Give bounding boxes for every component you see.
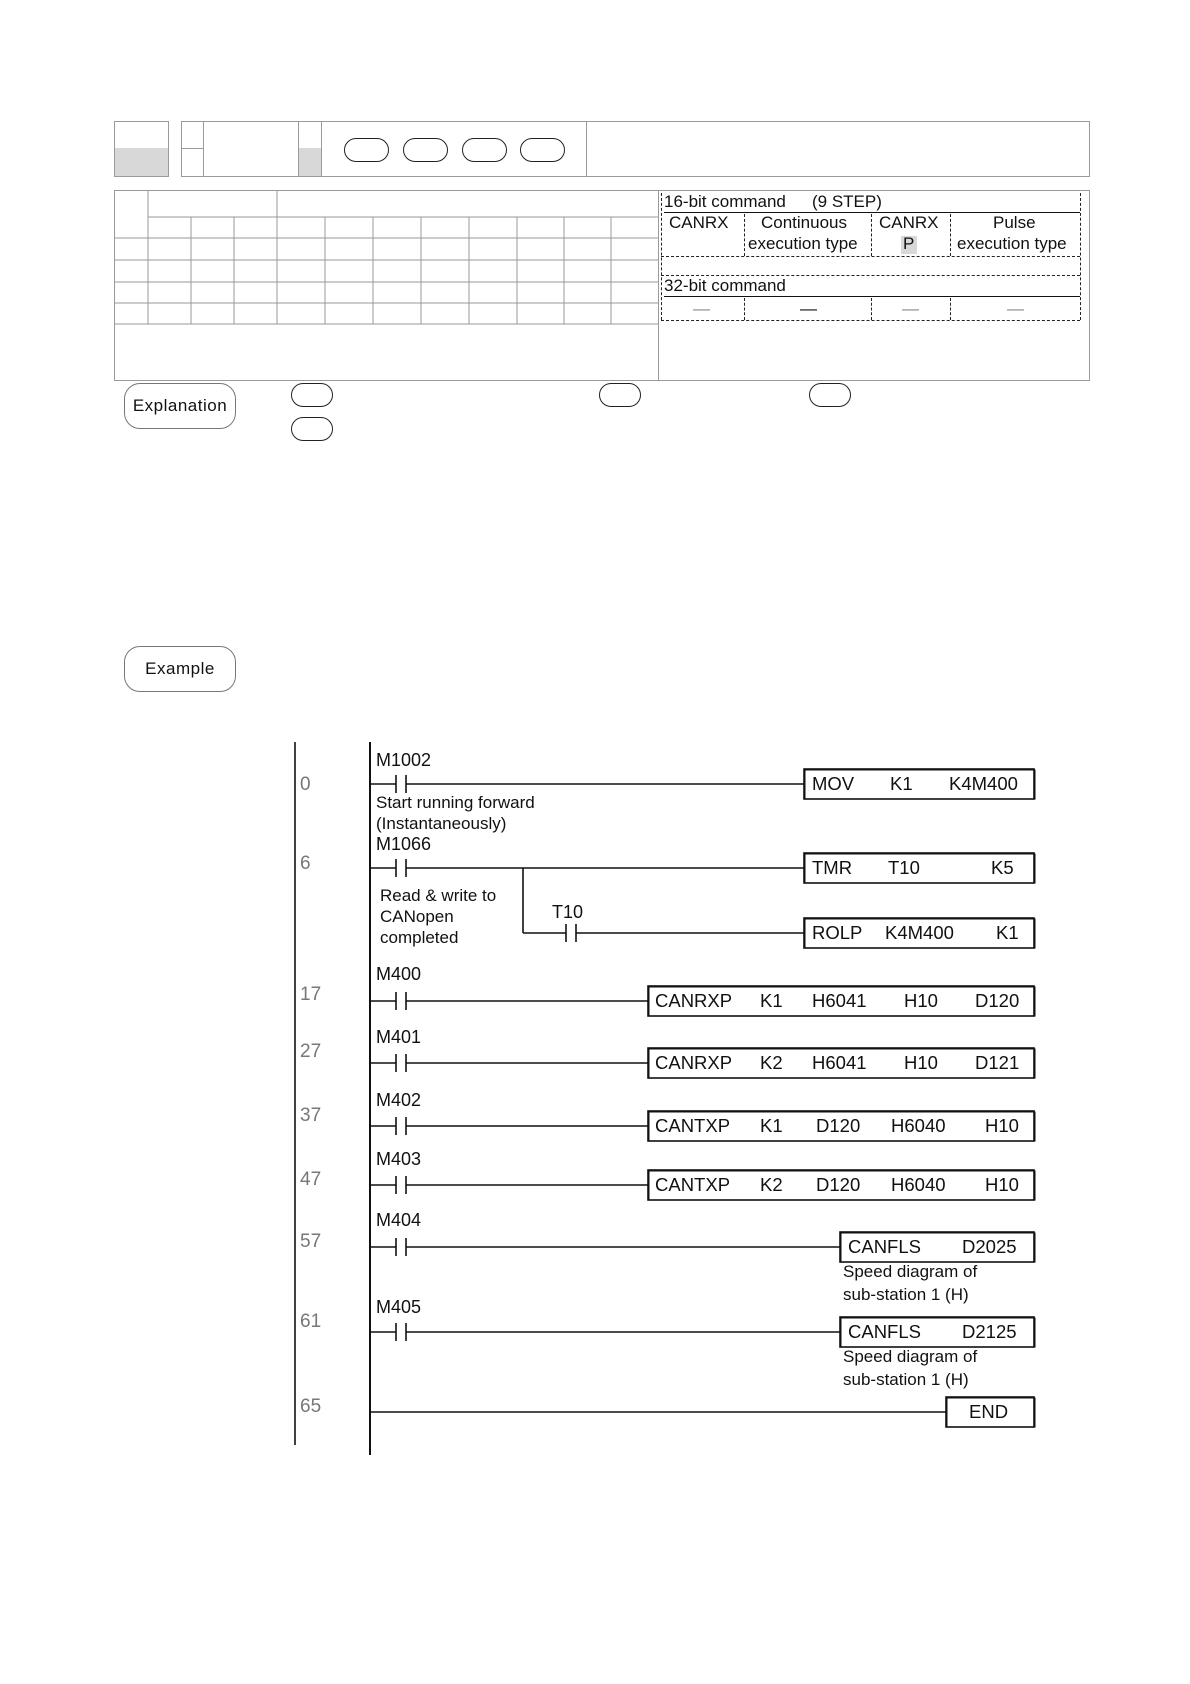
comment-fls2-2: sub-station 1 (H): [843, 1370, 969, 1389]
instr-m1002-op-2: K4M400: [949, 773, 1018, 794]
instr-m401-op-4: D121: [975, 1052, 1020, 1073]
instr-m404-op-1: D2025: [962, 1236, 1017, 1257]
spec-p-suffix: P: [903, 234, 915, 253]
instr-rolp-op-2: K1: [996, 922, 1019, 943]
instr-m405-op-0: CANFLS: [848, 1321, 921, 1342]
instr-m400-op-0: CANRXP: [655, 990, 733, 1011]
spec-canrx-p-label: CANRX: [879, 213, 939, 232]
bit32-title: 32-bit command: [664, 276, 786, 295]
contact-label-m401: M401: [376, 1027, 422, 1047]
comment-fls1-2: sub-station 1 (H): [843, 1285, 969, 1304]
instr-m401-op-2: H6041: [812, 1052, 867, 1073]
spec32-dash-1: —: [693, 299, 710, 318]
instr-m1066-op-0: TMR: [812, 857, 853, 878]
instr-m401-op-3: H10: [904, 1052, 938, 1073]
instr-m403-op-4: H10: [985, 1174, 1019, 1195]
instr-m400-op-3: H10: [904, 990, 938, 1011]
step-number-61: 61: [300, 1311, 322, 1332]
instr-end-op-0: END: [969, 1401, 1009, 1422]
step-number-65: 65: [300, 1396, 322, 1417]
step-number-47: 47: [300, 1169, 322, 1190]
instr-m402-op-0: CANTXP: [655, 1115, 731, 1136]
comment-m1002-1: Start running forward: [376, 793, 535, 812]
instr-m403-op-3: H6040: [891, 1174, 946, 1195]
spec32-dash-2: —: [800, 299, 817, 318]
instr-m403-op-2: D120: [816, 1174, 861, 1195]
contact-label-m405: M405: [376, 1297, 422, 1317]
spec-pulse-label-1: Pulse: [993, 213, 1036, 232]
instr-m404-op-0: CANFLS: [848, 1236, 921, 1257]
step-number-6: 6: [300, 853, 311, 874]
instr-m400-op-1: K1: [760, 990, 783, 1011]
contact-label-m403: M403: [376, 1149, 422, 1169]
contact-label-t10: T10: [552, 902, 584, 922]
instr-m1002-op-0: MOV: [812, 773, 855, 794]
instr-rolp-op-1: K4M400: [885, 922, 954, 943]
spec-canrx-label: CANRX: [669, 213, 729, 232]
instr-m402-op-3: H6040: [891, 1115, 946, 1136]
instr-m405-op-1: D2125: [962, 1321, 1017, 1342]
contact-label-m1066: M1066: [376, 834, 432, 854]
contact-label-m400: M400: [376, 964, 422, 984]
step-number-0: 0: [300, 774, 311, 795]
comment-m1066-2: CANopen: [380, 907, 454, 926]
instr-m1066-op-1: T10: [888, 857, 920, 878]
instr-m402-op-1: K1: [760, 1115, 783, 1136]
step-number-37: 37: [300, 1105, 322, 1126]
comment-m1066-3: completed: [380, 928, 459, 947]
instr-rolp-op-0: ROLP: [812, 922, 863, 943]
step-number-17: 17: [300, 984, 322, 1005]
comment-m1066-1: Read & write to: [380, 886, 497, 905]
spec-pulse-label-2: execution type: [957, 234, 1067, 253]
spec32-dash-3: —: [902, 299, 919, 318]
instr-m402-op-2: D120: [816, 1115, 861, 1136]
contact-label-m404: M404: [376, 1210, 422, 1230]
contact-label-m402: M402: [376, 1090, 422, 1110]
instr-m402-op-4: H10: [985, 1115, 1019, 1136]
instr-m1002-op-1: K1: [890, 773, 913, 794]
instr-m401-op-0: CANRXP: [655, 1052, 733, 1073]
explanation-label: Explanation: [124, 383, 236, 429]
example-label: Example: [124, 646, 236, 692]
instr-m400-op-2: H6041: [812, 990, 867, 1011]
contact-label-m1002: M1002: [376, 750, 432, 770]
bit16-title: 16-bit command: [664, 192, 786, 211]
instr-m1066-op-2: K5: [991, 857, 1014, 878]
bit16-steps: (9 STEP): [812, 192, 882, 211]
spec-continuous-label-1: Continuous: [761, 213, 848, 232]
comment-m1002-2: (Instantaneously): [376, 814, 507, 833]
instr-m401-op-1: K2: [760, 1052, 783, 1073]
spec-continuous-label-2: execution type: [748, 234, 858, 253]
instr-m403-op-0: CANTXP: [655, 1174, 731, 1195]
spec32-dash-4: —: [1007, 299, 1024, 318]
instr-m400-op-4: D120: [975, 990, 1020, 1011]
comment-fls2-1: Speed diagram of: [843, 1347, 978, 1366]
instr-m403-op-1: K2: [760, 1174, 783, 1195]
step-number-27: 27: [300, 1041, 322, 1062]
comment-fls1-1: Speed diagram of: [843, 1262, 978, 1281]
step-number-57: 57: [300, 1231, 322, 1252]
